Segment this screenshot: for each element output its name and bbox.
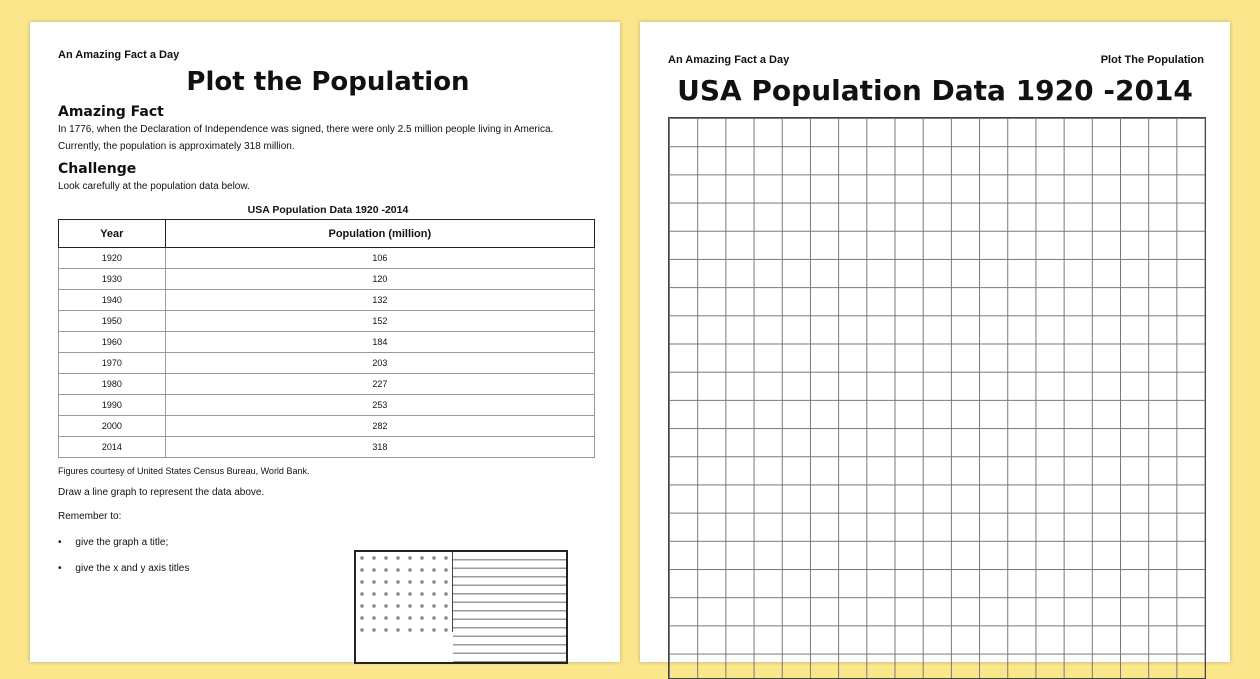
population-cell: 106: [165, 248, 594, 269]
population-cell: 318: [165, 437, 594, 458]
year-cell: 1940: [59, 290, 166, 311]
graph-paper-grid: [668, 117, 1206, 679]
bullet-item: • give the x and y axis titles: [58, 563, 190, 574]
series-header: An Amazing Fact a Day: [668, 54, 790, 66]
year-cell: 1920: [59, 248, 166, 269]
worksheet-page-1: [30, 22, 620, 662]
challenge-heading: Challenge: [58, 161, 137, 177]
table-row: [59, 374, 595, 395]
table-row: [59, 416, 595, 437]
table-row: [59, 269, 595, 290]
table-caption: USA Population Data 1920 -2014: [247, 204, 409, 216]
bullet-item: • give the graph a title;: [58, 537, 169, 548]
table-row: [59, 395, 595, 416]
bullet-text: give the graph a title;: [75, 537, 169, 548]
year-cell: 2000: [59, 416, 166, 437]
population-cell: 120: [165, 269, 594, 290]
series-header: An Amazing Fact a Day: [58, 49, 180, 61]
table-row: [59, 437, 595, 458]
year-cell: 1970: [59, 353, 166, 374]
table-row: [59, 248, 595, 269]
table-row: [59, 353, 595, 374]
year-cell: 1990: [59, 395, 166, 416]
column-header: Population (million): [165, 220, 594, 248]
instruction-text: Draw a line graph to represent the data above.: [58, 487, 265, 498]
year-cell: 1980: [59, 374, 166, 395]
population-cell: 203: [165, 353, 594, 374]
year-cell: 1930: [59, 269, 166, 290]
page-title: Plot the Population: [186, 67, 470, 97]
table-row: [59, 311, 595, 332]
table-row: [59, 290, 595, 311]
table-row: [59, 332, 595, 353]
year-cell: 2014: [59, 437, 166, 458]
year-cell: 1960: [59, 332, 166, 353]
column-header: Year: [59, 220, 166, 248]
sheet-label: Plot The Population: [1100, 54, 1204, 66]
population-cell: 253: [165, 395, 594, 416]
population-cell: 282: [165, 416, 594, 437]
fact-text: In 1776, when the Declaration of Independence was signed, there were only 2.5 million people living in America. Currently, the population is approximately 318 million.: [58, 124, 554, 152]
population-cell: 184: [165, 332, 594, 353]
bullet-text: give the x and y axis titles: [75, 563, 190, 574]
year-cell: 1950: [59, 311, 166, 332]
population-table: [58, 219, 595, 458]
source-note: Figures courtesy of United States Census Bureau, World Bank.: [58, 466, 310, 476]
population-cell: 132: [165, 290, 594, 311]
fact-heading: Amazing Fact: [58, 104, 164, 120]
remember-label: Remember to:: [58, 511, 122, 522]
worksheet-page-2: [640, 22, 1230, 662]
graph-title: USA Population Data 1920 -2014: [677, 74, 1193, 107]
population-cell: 227: [165, 374, 594, 395]
population-cell: 152: [165, 311, 594, 332]
challenge-text: Look carefully at the population data below.: [58, 181, 250, 192]
